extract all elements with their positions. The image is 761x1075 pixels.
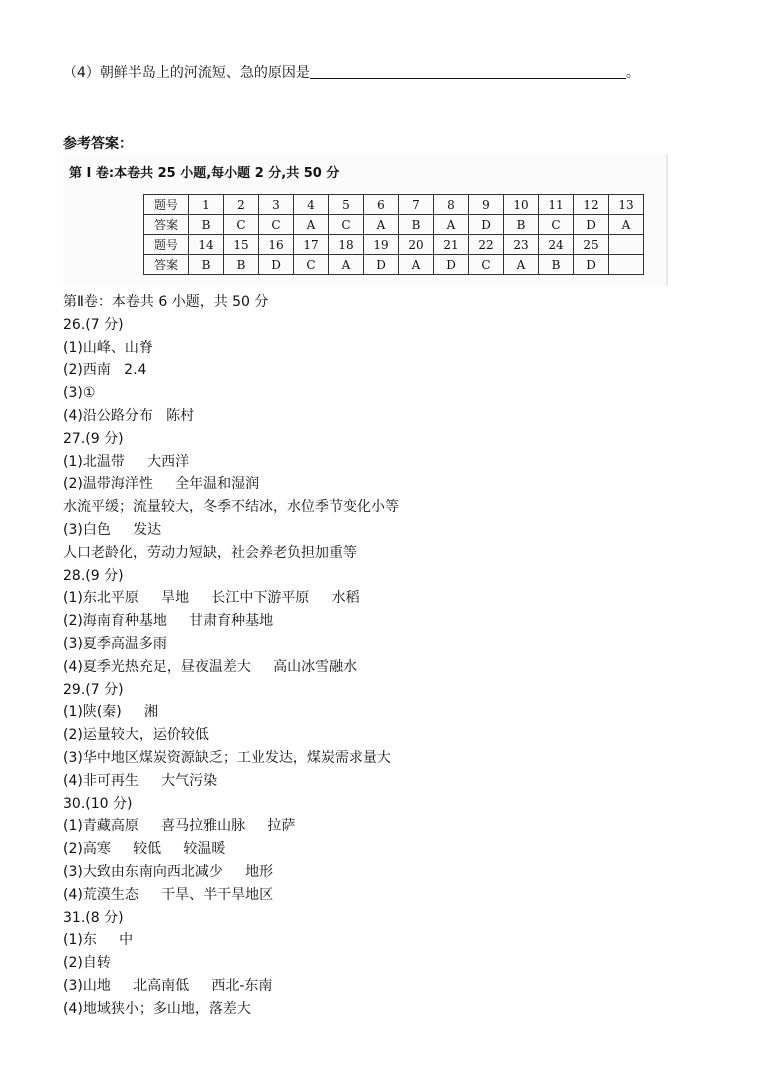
table-cell: 21 xyxy=(434,235,469,255)
table-cell: 22 xyxy=(469,235,504,255)
table-row xyxy=(144,235,644,255)
table-cell: 10 xyxy=(504,195,539,215)
answer-line: (2)高寒 较低 较温暖 xyxy=(63,841,226,858)
answer-line: (2)海南育种基地 甘肃育种基地 xyxy=(63,613,274,630)
part1-title: 第 I 卷:本卷共 25 小题,每小题 2 分,共 50 分 xyxy=(69,166,340,181)
table-cell: A xyxy=(294,215,329,235)
table-cell: C xyxy=(469,255,504,275)
table-row xyxy=(144,255,644,275)
answer-line: (4)地域狭小；多山地，落差大 xyxy=(63,1000,251,1017)
table-cell: C xyxy=(224,215,259,235)
answer-line: (3)夏季高温多雨 xyxy=(63,635,167,652)
answer-blank xyxy=(310,64,626,79)
answer-line: (4)非可再生 大气污染 xyxy=(63,772,218,789)
table-row-header: 答案 xyxy=(144,215,189,235)
table-row xyxy=(144,215,644,235)
answer-line: (2)西南 2.4 xyxy=(63,362,147,379)
answer-line: (2)自转 xyxy=(63,955,111,972)
table-row xyxy=(144,195,644,215)
answer-line: (1)东北平原 旱地 长江中下游平原 水稻 xyxy=(63,590,360,607)
answer-line: 人口老龄化，劳动力短缺，社会养老负担加重等 xyxy=(63,544,357,561)
table-cell: B xyxy=(399,215,434,235)
answer-line: (3)白色 发达 xyxy=(63,521,162,538)
reference-answer-title: 参考答案： xyxy=(63,136,133,152)
table-cell: B xyxy=(504,215,539,235)
table-cell: A xyxy=(329,255,364,275)
question-4 xyxy=(63,64,640,82)
table-cell: 15 xyxy=(224,235,259,255)
answer-line: 30.(10 分) xyxy=(63,795,133,812)
answer-line: 31.(8 分) xyxy=(63,909,124,926)
answer-line: (3)华中地区煤炭资源缺乏；工业发达，煤炭需求量大 xyxy=(63,749,391,766)
table-cell: 19 xyxy=(364,235,399,255)
table-cell: 14 xyxy=(189,235,224,255)
table-cell: D xyxy=(469,215,504,235)
table-cell: 6 xyxy=(364,195,399,215)
table-cell: A xyxy=(399,255,434,275)
table-cell: 20 xyxy=(399,235,434,255)
table-cell: 17 xyxy=(294,235,329,255)
answer-line: (3)山地 北高南低 西北-东南 xyxy=(63,977,273,994)
table-cell: C xyxy=(329,215,364,235)
answer-line: (3)大致由东南向西北减少 地形 xyxy=(63,863,274,880)
answer-table xyxy=(143,194,644,275)
answer-line: (1)东 中 xyxy=(63,932,134,949)
answer-line: (1)北温带 大西洋 xyxy=(63,453,190,470)
table-cell: D xyxy=(259,255,294,275)
answer-line: (2)运量较大，运价较低 xyxy=(63,727,209,744)
answer-line: (4)夏季光热充足，昼夜温差大 高山冰雪融水 xyxy=(63,658,358,675)
table-row-header: 题号 xyxy=(144,195,189,215)
table-cell: 9 xyxy=(469,195,504,215)
table-cell: 12 xyxy=(574,195,609,215)
table-cell: C xyxy=(259,215,294,235)
table-cell: 2 xyxy=(224,195,259,215)
answer-line: (4)沿公路分布 陈村 xyxy=(63,407,195,424)
table-cell: C xyxy=(539,215,574,235)
part1-answer-image xyxy=(63,154,668,286)
table-cell xyxy=(609,255,644,275)
table-cell: A xyxy=(364,215,399,235)
answer-line: (2)温带海洋性 全年温和湿润 xyxy=(63,476,260,493)
question-4-end: 。 xyxy=(625,65,640,81)
answer-line: 26.(7 分) xyxy=(63,316,124,333)
table-cell: C xyxy=(294,255,329,275)
answer-line: 28.(9 分) xyxy=(63,567,124,584)
answer-line: (1)陕(秦) 湘 xyxy=(63,704,159,721)
answer-line: (1)青藏高原 喜马拉雅山脉 拉萨 xyxy=(63,818,296,835)
table-cell: D xyxy=(434,255,469,275)
table-cell: 1 xyxy=(189,195,224,215)
table-cell: B xyxy=(224,255,259,275)
answer-line: 第Ⅱ卷：本卷共 6 小题，共 50 分 xyxy=(63,294,269,310)
table-cell: 3 xyxy=(259,195,294,215)
table-cell: A xyxy=(434,215,469,235)
table-cell: A xyxy=(504,255,539,275)
table-row-header: 答案 xyxy=(144,255,189,275)
answer-line: 水流平缓；流量较大，冬季不结冰，水位季节变化小等 xyxy=(63,499,399,516)
answer-line: 27.(9 分) xyxy=(63,430,124,447)
table-cell: B xyxy=(189,215,224,235)
table-cell: D xyxy=(574,215,609,235)
table-cell: 25 xyxy=(574,235,609,255)
table-cell: B xyxy=(539,255,574,275)
table-cell: 16 xyxy=(259,235,294,255)
table-row-header: 题号 xyxy=(144,235,189,255)
answer-line: (4)荒漠生态 干旱、半干旱地区 xyxy=(63,886,274,903)
table-cell xyxy=(609,235,644,255)
table-cell: 5 xyxy=(329,195,364,215)
table-cell: B xyxy=(189,255,224,275)
table-cell: 4 xyxy=(294,195,329,215)
table-cell: D xyxy=(574,255,609,275)
table-cell: 24 xyxy=(539,235,574,255)
answer-line: (1)山峰、山脊 xyxy=(63,339,153,356)
answer-line: 29.(7 分) xyxy=(63,681,124,698)
table-cell: D xyxy=(364,255,399,275)
table-cell: 8 xyxy=(434,195,469,215)
answer-lines xyxy=(63,291,399,1021)
table-cell: 13 xyxy=(609,195,644,215)
table-cell: 11 xyxy=(539,195,574,215)
table-cell: 18 xyxy=(329,235,364,255)
question-4-text: （4）朝鲜半岛上的河流短、急的原因是 xyxy=(63,65,310,81)
table-cell: A xyxy=(609,215,644,235)
answer-line: (3)① xyxy=(63,385,96,402)
table-cell: 7 xyxy=(399,195,434,215)
table-cell: 23 xyxy=(504,235,539,255)
